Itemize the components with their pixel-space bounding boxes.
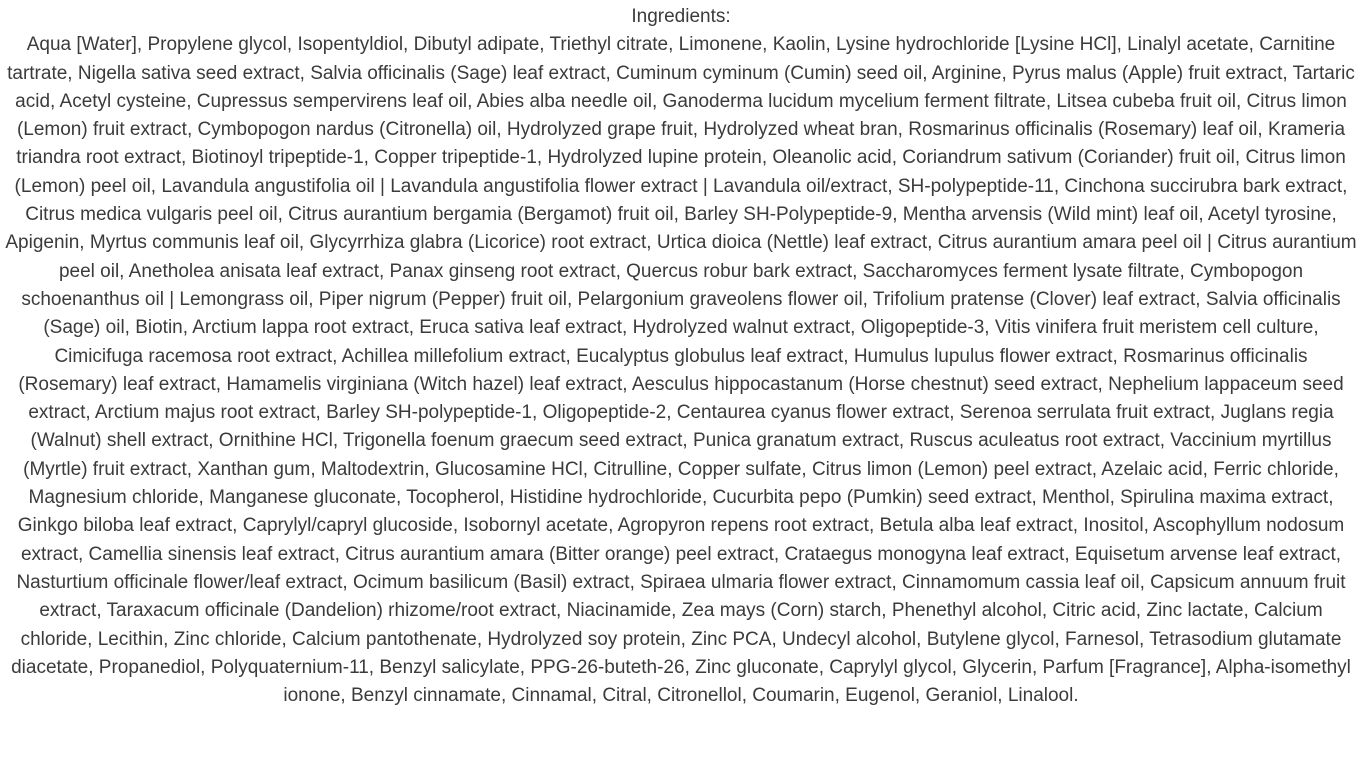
ingredients-title: Ingredients:	[631, 6, 731, 27]
ingredients-paragraph: Aqua [Water], Propylene glycol, Isopentyldiol, Dibutyl adipate, Triethyl citrate, Limonene, Kaolin, Lysine hydrochloride [Lysine HCl], Linalyl acetate, Carnitine tartrate, Nigella sativa seed extract, Salvia officinalis (Sage) leaf extract, Cuminum cyminum (Cumin) seed oil, Arginine, Pyrus malus (Apple) fruit extract, Tartaric acid, Acetyl cysteine, Cupressus sempervirens leaf oil, Abies alba needle oil, Ganoderma lucidum mycelium ferment filtrate, Litsea cubeba fruit oil, Citrus limon (Lemon) fruit extract, Cymbopogon nardus (Citronella) oil, Hydrolyzed grape fruit, Hydrolyzed wheat bran, Rosmarinus officinalis (Rosemary) leaf oil, Krameria triandra root extract, Biotinoyl tripeptide-1, Copper tripeptide-1, Hydrolyzed lupine protein, Oleanolic acid, Coriandrum sativum (Coriander) fruit oil, Citrus limon (Lemon) peel oil, Lavandula angustifolia oil | Lavandula angustifolia flower extract | Lavandula oil/extract, SH-polypeptide-11, Cinchona succirubra bark extract, Citrus medica vulgaris peel oil, Citrus aurantium bergamia (Bergamot) fruit oil, Barley SH-Polypeptide-9, Mentha arvensis (Wild mint) leaf oil, Acetyl tyrosine, Apigenin, Myrtus communis leaf oil, Glycyrrhiza glabra (Licorice) root extract, Urtica dioica (Nettle) leaf extract, Citrus aurantium amara peel oil | Citrus aurantium peel oil, Anetholea anisata leaf extract, Panax ginseng root extract, Quercus robur bark extract, Saccharomyces ferment lysate filtrate, Cymbopogon schoenanthus oil | Lemongrass oil, Piper nigrum (Pepper) fruit oil, Pelargonium graveolens flower oil, Trifolium pratense (Clover) leaf extract, Salvia officinalis (Sage) oil, Biotin, Arctium lappa root extract, Eruca sativa leaf extract, Hydrolyzed walnut extract, Oligopeptide-3, Vitis vinifera fruit meristem cell culture, Cimicifuga racemosa root extract, Achillea millefolium extract, Eucalyptus globulus leaf extract, Humulus lupulus flower extract, Rosmarinus officinalis (Rosemary) leaf extract, Hamamelis virginiana (Witch hazel) leaf extract, Aesculus hippocastanum (Horse chestnut) seed extract, Nephelium lappaceum seed extract, Arctium majus root extract, Barley SH-polypeptide-1, Oligopeptide-2, Centaurea cyanus flower extract, Serenoa serrulata fruit extract, Juglans regia (Walnut) shell extract, Ornithine HCl, Trigonella foenum graecum seed extract, Punica granatum extract, Ruscus aculeatus root extract, Vaccinium myrtillus (Myrtle) fruit extract, Xanthan gum, Maltodextrin, Glucosamine HCl, Citrulline, Copper sulfate, Citrus limon (Lemon) peel extract, Azelaic acid, Ferric chloride, Magnesium chloride, Manganese gluconate, Tocopherol, Histidine hydrochloride, Cucurbita pepo (Pumkin) seed extract, Menthol, Spirulina maxima extract, Ginkgo biloba leaf extract, Caprylyl/capryl glucoside, Isobornyl acetate, Agropyron repens root extract, Betula alba leaf extract, Inositol, Ascophyllum nodosum extract, Camellia sinensis leaf extract, Citrus aurantium amara (Bitter orange) peel extract, Crataegus monogyna leaf extract, Equisetum arvense leaf extract, Nasturtium officinale flower/leaf extract, Ocimum basilicum (Basil) extract, Spiraea ulmaria flower extract, Cinnamomum cassia leaf oil, Capsicum annuum fruit extract, Taraxacum officinale (Dandelion) rhizome/root extract, Niacinamide, Zea mays (Corn) starch, Phenethyl alcohol, Citric acid, Zinc lactate, Calcium chloride, Lecithin, Zinc chloride, Calcium pantothenate, Hydrolyzed soy protein, Zinc PCA, Undecyl alcohol, Butylene glycol, Farnesol, Tetrasodium glutamate diacetate, Propanediol, Polyquaternium-11, Benzyl salicylate, PPG-26-buteth-26, Zinc gluconate, Caprylyl glycol, Glycerin, Parfum [Fragrance], Alpha-isomethyl ionone, Benzyl cinnamate, Cinnamal, Citral, Citronellol, Coumarin, Eugenol, Geraniol, Linalool.	[5, 34, 1357, 707]
